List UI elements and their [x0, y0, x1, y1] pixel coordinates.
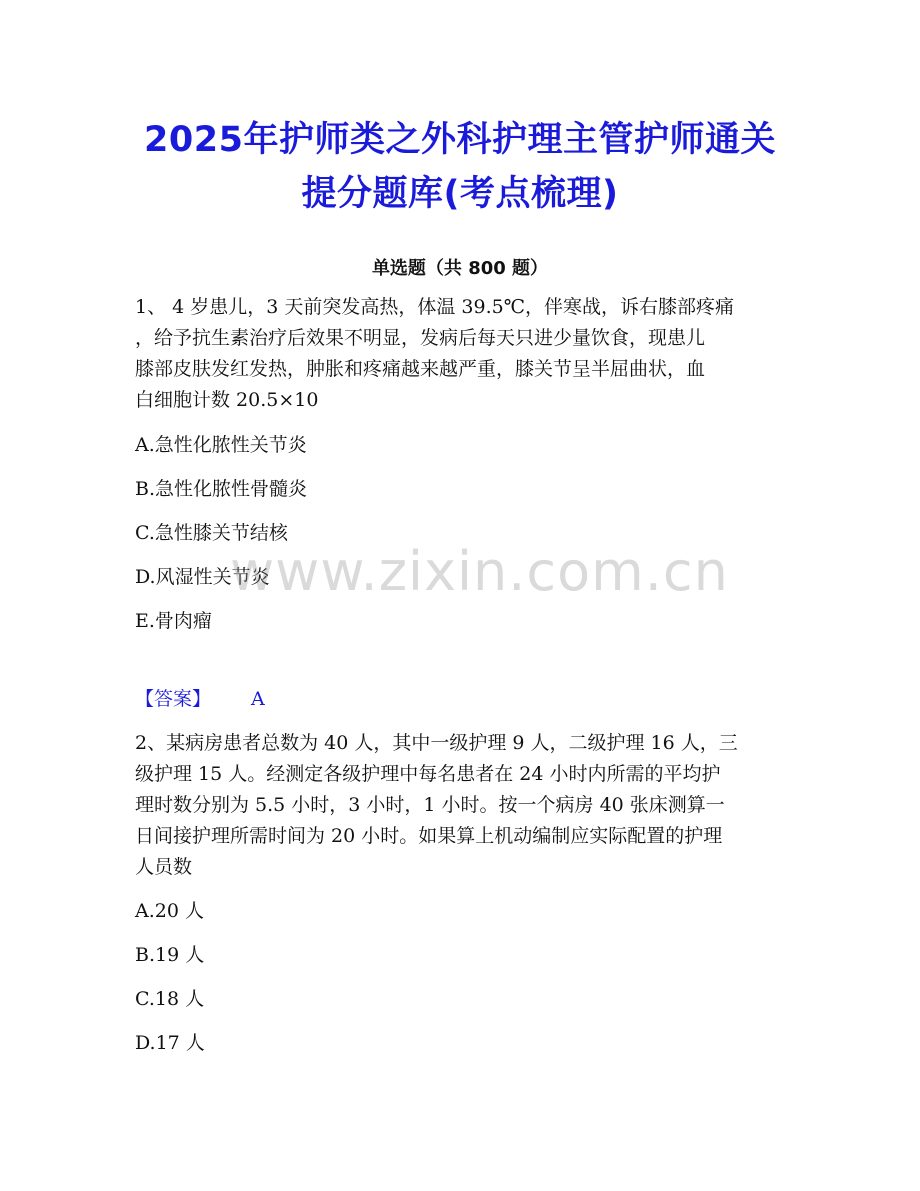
question-2-option-b: B.19 人	[135, 944, 205, 966]
question-1-option-b: B.急性化脓性骨髓炎	[135, 478, 308, 500]
question-1-option-c: C.急性膝关节结核	[135, 522, 288, 544]
question-2-option-c: C.18 人	[135, 988, 205, 1010]
section-heading: 单选题（共 800 题）	[371, 258, 549, 279]
answer-value: A	[251, 688, 265, 710]
question-1-line-3: 膝部皮肤发红发热，肿胀和疼痛越来越严重，膝关节呈半屈曲状，血	[135, 358, 706, 380]
question-1-line-4: 白细胞计数 20.5×10	[135, 389, 319, 411]
question-2-line-4: 日间接护理所需时间为 20 小时。如果算上机动编制应实际配置的护理	[135, 825, 723, 847]
document-title-line-1: 2025年护师类之外科护理主管护师通关	[144, 120, 776, 160]
question-2-line-1: 2、某病房患者总数为 40 人，其中一级护理 9 人，二级护理 16 人，三	[135, 732, 738, 754]
question-2-line-2: 级护理 15 人。经测定各级护理中每名患者在 24 小时内所需的平均护	[135, 763, 721, 785]
question-1-line-1: 1、 4 岁患儿，3 天前突发高热，体温 39.5℃，伴寒战，诉右膝部疼痛	[135, 296, 734, 318]
question-1-line-2: ，给予抗生素治疗后效果不明显，发病后每天只进少量饮食，现患儿	[135, 327, 706, 349]
question-2-option-a: A.20 人	[135, 900, 204, 922]
question-1-option-a: A.急性化脓性关节炎	[135, 434, 307, 456]
document-title-line-2: 提分题库(考点梳理)	[301, 174, 619, 214]
question-1-answer	[135, 687, 265, 711]
question-2-line-5: 人员数	[135, 856, 193, 878]
question-2-line-3: 理时数分别为 5.5 小时，3 小时，1 小时。按一个病房 40 张床测算一	[135, 794, 725, 816]
question-1-option-d: D.风湿性关节炎	[135, 566, 270, 588]
watermark: www.zixin.com.cn	[230, 540, 729, 603]
question-2-option-d: D.17 人	[135, 1032, 205, 1054]
question-1-option-e: E.骨肉瘤	[135, 610, 212, 632]
answer-label: 【答案】	[135, 688, 212, 710]
